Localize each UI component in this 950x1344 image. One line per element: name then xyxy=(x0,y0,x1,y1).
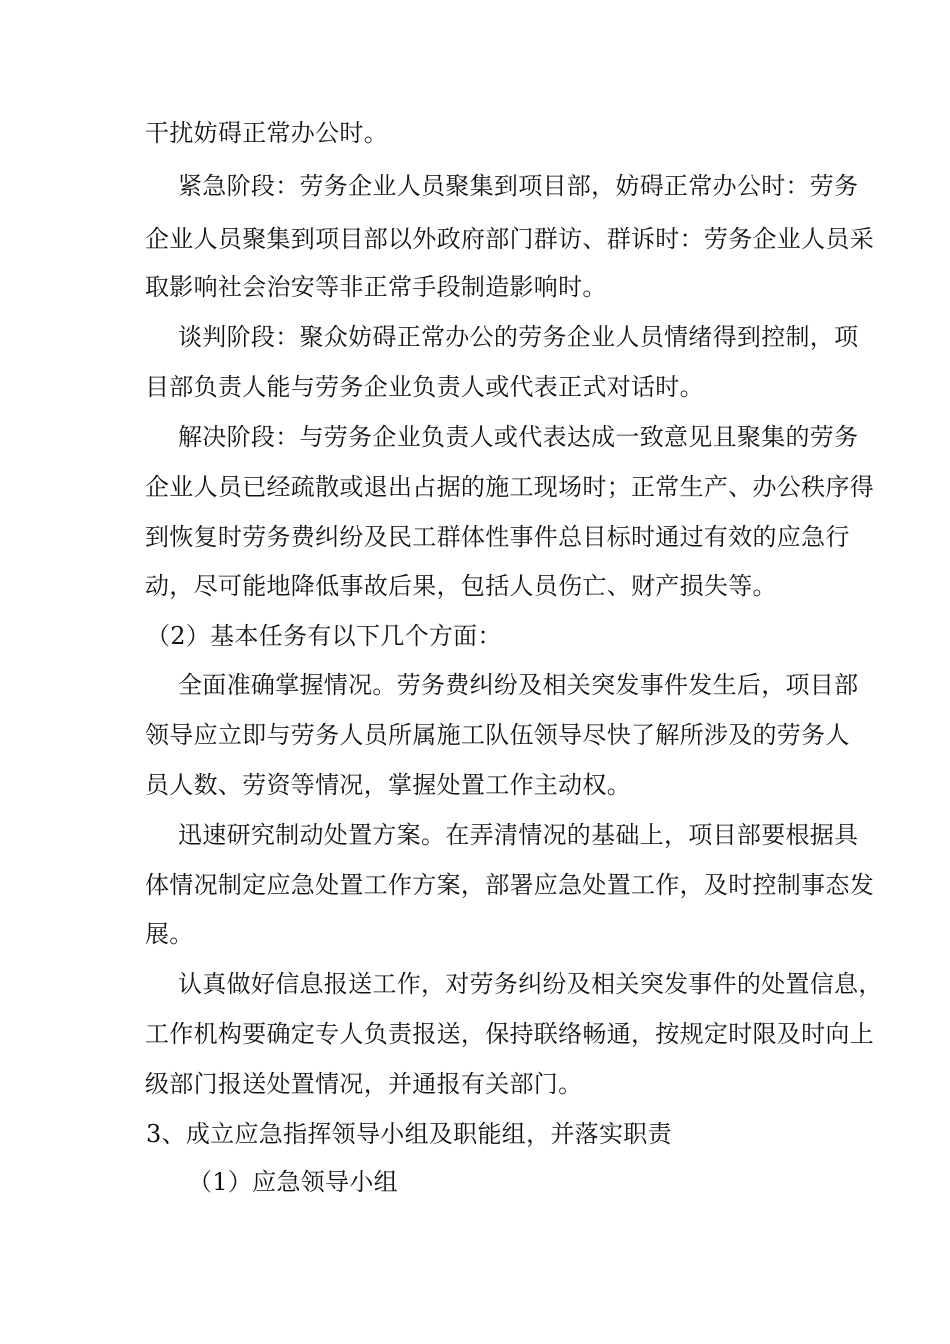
text-line: 认真做好信息报送工作，对劳务纠纷及相关突发事件的处置信息， xyxy=(178,970,883,998)
text-line: 体情况制定应急处置工作方案，部署应急处置工作，及时控制事态发 xyxy=(145,871,874,899)
text-line: 到恢复时劳务费纠纷及民工群体性事件总目标时通过有效的应急行 xyxy=(145,523,850,551)
section-subheading: （2）基本任务有以下几个方面： xyxy=(146,622,502,650)
text-line: 迅速研究制动处置方案。在弄清情况的基础上，项目部要根据具 xyxy=(178,821,859,849)
text-line: 级部门报送处置情况，并通报有关部门。 xyxy=(145,1070,583,1098)
section-subheading: （1）应急领导小组 xyxy=(188,1168,398,1196)
text-line: 全面准确掌握情况。劳务费纠纷及相关突发事件发生后，项目部 xyxy=(178,671,859,699)
text-line: 动，尽可能地降低事故后果，包括人员伤亡、财产损失等。 xyxy=(145,572,777,600)
text-line: 解决阶段：与劳务企业负责人或代表达成一致意见且聚集的劳务 xyxy=(178,423,859,451)
section-heading: 3、成立应急指挥领导小组及职能组，并落实职责 xyxy=(146,1120,672,1148)
text-line: 领导应立即与劳务人员所属施工队伍领导尽快了解所涉及的劳务人 xyxy=(145,721,850,749)
text-line: 紧急阶段：劳务企业人员聚集到项目部，妨碍正常办公时：劳务 xyxy=(178,172,859,200)
text-line: 目部负责人能与劳务企业负责人或代表正式对话时。 xyxy=(145,373,704,401)
text-line: 谈判阶段：聚众妨碍正常办公的劳务企业人员情绪得到控制，项 xyxy=(178,323,859,351)
text-line: 展。 xyxy=(145,920,194,948)
text-line: 企业人员聚集到项目部以外政府部门群访、群诉时：劳务企业人员采 xyxy=(145,225,874,253)
text-line: 工作机构要确定专人负责报送，保持联络畅通，按规定时限及时向上 xyxy=(145,1020,874,1048)
text-line: 干扰妨碍正常办公时。 xyxy=(145,119,388,147)
text-line: 取影响社会治安等非正常手段制造影响时。 xyxy=(145,273,607,301)
text-line: 员人数、劳资等情况，掌握处置工作主动权。 xyxy=(145,771,631,799)
text-line: 企业人员已经疏散或退出占据的施工现场时；正常生产、办公秩序得 xyxy=(145,473,874,501)
